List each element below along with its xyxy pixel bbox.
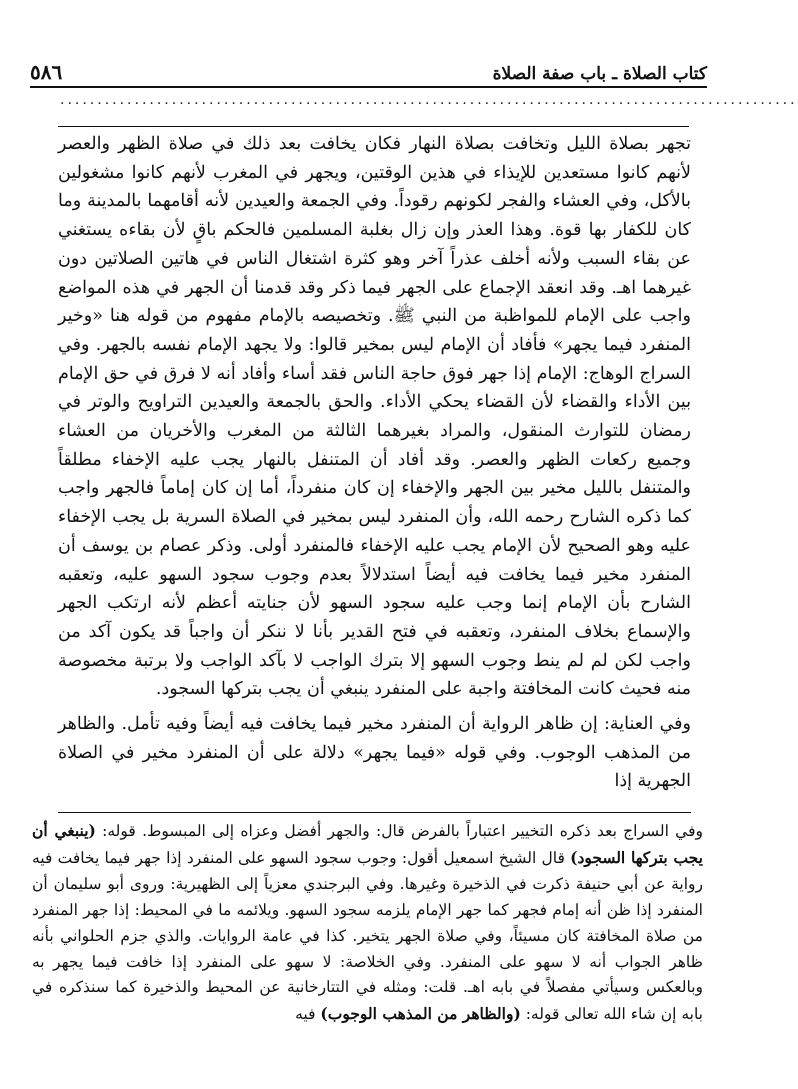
text-top-rule bbox=[58, 126, 689, 127]
footnote-part-1: وفي السراج بعد ذكره التخيير اعتباراً بالفرض قال: والجهر أفضل وعزاه إلى المبسوط. قوله: bbox=[95, 822, 703, 840]
dotted-separator: ................................................................................................... bbox=[60, 92, 798, 108]
main-paragraph-1: تجهر بصلاة الليل وتخافت بصلاة النهار فكان يخافت بعد ذلك في صلاة الظهر والعصر لأنهم كانوا مستعدين للإيذاء في هذين الوقتين، ويجهر في المغرب لأنهم كانوا مشغولين بالأكل، وفي العشاء والفجر لكونهم رقوداً. وفي الجمعة والعيدين لأنه أقامهما بالمدينة وما كان للكفار بها قوة. وهذا العذر وإن زال بغلبة المسلمين فالحكم باقٍ لأن بقاءه يستغني عن بقاء السبب ولأنه أخلف عذراً آخر وهو كثرة اشتغال الناس في هاتين الصلاتين دون غيرهما اهـ. وقد انعقد الإجماع على الجهر فيما ذكر وقد قدمنا أن الجهر في هذه المواضع واجب على الإمام للمواظبة من النبي ﷺ. وتخصيصه بالإمام مفهوم من قوله هنا «وخير المنفرد فيما يجهر» فأفاد أن الإمام ليس بمخير قالوا: ولا يجهد الإمام نفسه بالجهر. وفي السراج الوهاج: الإمام إذا جهر فوق حاجة الناس فقد أساء وأفاد أنه لا فرق في حق الإمام بين الأداء والقضاء لأن القضاء يحكي الأداء. والحق بالجمعة والعيدين التراويح والوتر في رمضان للتوارث المنقول، والمراد بغيرهما الثالثة من المغرب والأخريان من العشاء وجميع ركعات الظهر والعصر. وقد أفاد أن المتنفل بالنهار يجب عليه الإخفاء مطلقاً والمتنفل بالليل مخير بين الجهر والإخفاء إن كان منفرداً، أما إن كان إماماً فالجهر واجب كما ذكره الشارح رحمه الله، وأن المنفرد ليس بمخير في الصلاة السرية بل يجب الإخفاء عليه وهو الصحيح لأن الإمام يجب عليه الإخفاء فالمنفرد أولى. وذكر عصام بن يوسف أن المنفرد مخير فيما يخافت فيه أيضاً استدلالاً بعدم وجوب سجود السهو عليه، وتعقبه الشارح بأن الإمام إنما وجب عليه سجود السهو لأن جنايته أعظم لأنه ارتكب الجهر والإسماع بخلاف المنفرد، وتعقبه في فتح القدير بأنا لا ننكر أن واجباً قد يكون آكد من واجب لكن لم لم ينط وجوب السهو إلا بترك الواجب لا بآكد الواجب ولا برتبة مخصوصة منه فحيث كانت المخافتة واجبة على المنفرد ينبغي أن يجب بتركها السجود. bbox=[58, 134, 691, 700]
page-number: ٥٨٦ bbox=[30, 60, 63, 84]
header-rule bbox=[30, 86, 707, 88]
main-text bbox=[58, 130, 691, 796]
footnote-part-2: قال الشيخ اسمعيل أقول: وجوب سجود السهو على المنفرد إذا جهر فيما يخافت فيه رواية عن أبي حنيفة ذكرت في الذخيرة وغيرها. وفي البرجندي معزياً إلى الظهيرية: وروى أبو سليمان أن المنفرد إذا ظن أنه إمام فجهر كما جهر الإمام يلزمه سجود السهو. ويلائمه ما في المحيط: إذا جهر المنفرد من صلاة المخافتة كان مسيئاً، وفي صلاة الجهر يتخير. كذا في عامة الروايات. والذي جزم الحلواني بأنه ظاهر الجواب أنه لا سهو على المنفرد. وفي الخلاصة: لا سهو على المنفرد إذا خافت فيما يجهر به وبالعكس وسيأتي مفصلاً في بابه اهـ. قلت: ومثله في التتارخانية عن المحيط والذخيرة كما سنذكره في بابه إن شاء الله تعالى قوله: bbox=[32, 848, 703, 1024]
footnote-paragraph bbox=[32, 818, 703, 1028]
chapter-title: كتاب الصلاة ـ باب صفة الصلاة bbox=[492, 64, 707, 84]
running-header bbox=[30, 58, 707, 84]
footnote-text bbox=[32, 818, 703, 1028]
main-paragraph-2: وفي العناية: إن ظاهر الرواية أن المنفرد مخير فيما يخافت فيه أيضاً وفيه تأمل. والظاهر من المذهب الوجوب. وفي قوله «فيما يجهر» دلالة على أن المنفرد مخير في الصلاة الجهرية إذا bbox=[58, 714, 691, 792]
footnote-rule bbox=[58, 812, 691, 813]
footnote-bold-1: (ينبغي أن يجب بتركها السجود) bbox=[32, 821, 703, 867]
footnote-part-3: فيه bbox=[295, 1005, 321, 1024]
footnote-bold-2: (والظاهر من المذهب الوجوب) bbox=[320, 1004, 521, 1024]
